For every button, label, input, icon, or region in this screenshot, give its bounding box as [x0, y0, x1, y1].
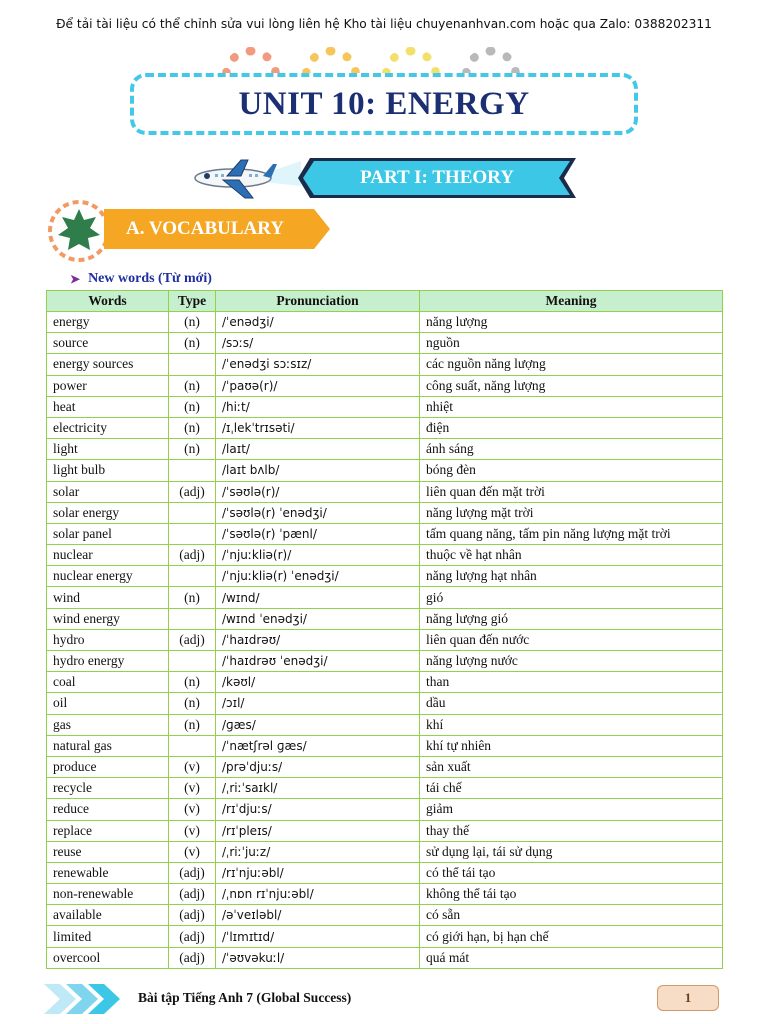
cell-word: reduce	[47, 799, 169, 820]
cell-meaning: nhiệt	[420, 396, 723, 417]
table-row	[47, 608, 723, 629]
table-row	[47, 905, 723, 926]
table-row	[47, 862, 723, 883]
cell-word: heat	[47, 396, 169, 417]
cell-type: (adj)	[169, 905, 216, 926]
table-row	[47, 523, 723, 544]
cell-type: (adj)	[169, 545, 216, 566]
cell-pronunciation: /ˈsəʊlə(r) ˈpænl/	[216, 523, 420, 544]
cell-type	[169, 502, 216, 523]
cell-meaning: liên quan đến mặt trời	[420, 481, 723, 502]
cell-meaning: bóng đèn	[420, 460, 723, 481]
cell-type	[169, 460, 216, 481]
page-title: UNIT 10: ENERGY	[238, 85, 530, 122]
cell-pronunciation: /prəˈdjuːs/	[216, 756, 420, 777]
cell-word: reuse	[47, 841, 169, 862]
table-row	[47, 799, 723, 820]
cell-meaning: năng lượng nước	[420, 651, 723, 672]
cell-type: (n)	[169, 396, 216, 417]
cell-word: energy sources	[47, 354, 169, 375]
cell-word: renewable	[47, 862, 169, 883]
cell-word: wind energy	[47, 608, 169, 629]
cell-pronunciation: /wɪnd/	[216, 587, 420, 608]
cell-pronunciation: /laɪt bʌlb/	[216, 460, 420, 481]
cell-meaning: năng lượng hạt nhân	[420, 566, 723, 587]
cell-meaning: nguồn	[420, 333, 723, 354]
column-header-meaning: Meaning	[420, 291, 723, 312]
table-row	[47, 778, 723, 799]
table-row	[47, 947, 723, 968]
cell-word: power	[47, 375, 169, 396]
cell-meaning: thuộc về hạt nhân	[420, 545, 723, 566]
table-row	[47, 629, 723, 650]
cell-pronunciation: /kəʊl/	[216, 672, 420, 693]
arrow-bullet-icon: ➤	[70, 271, 81, 286]
chevron-arrows-icon	[44, 982, 134, 1016]
cell-meaning: than	[420, 672, 723, 693]
cell-word: solar energy	[47, 502, 169, 523]
new-words-heading	[70, 271, 212, 287]
table-row	[47, 693, 723, 714]
cell-word: recycle	[47, 778, 169, 799]
cell-meaning: khí tự nhiên	[420, 735, 723, 756]
cell-word: overcool	[47, 947, 169, 968]
airplane-icon	[193, 156, 303, 200]
table-row	[47, 439, 723, 460]
cell-type: (v)	[169, 820, 216, 841]
star-badge-icon	[48, 200, 110, 262]
table-row	[47, 375, 723, 396]
cell-type: (n)	[169, 375, 216, 396]
table-row	[47, 820, 723, 841]
cell-type: (adj)	[169, 629, 216, 650]
cell-type: (adj)	[169, 481, 216, 502]
cell-pronunciation: /ˌnɒn rɪˈnjuːəbl/	[216, 884, 420, 905]
cell-type	[169, 523, 216, 544]
cell-meaning: năng lượng gió	[420, 608, 723, 629]
section-label: A. VOCABULARY	[126, 218, 285, 239]
table-row	[47, 587, 723, 608]
cell-word: oil	[47, 693, 169, 714]
footer-text: Bài tập Tiếng Anh 7 (Global Success)	[138, 990, 352, 1005]
cell-word: wind	[47, 587, 169, 608]
page-number: 1	[657, 985, 719, 1011]
cell-meaning: có thể tái tạo	[420, 862, 723, 883]
cell-type	[169, 735, 216, 756]
cell-pronunciation: /rɪˈdjuːs/	[216, 799, 420, 820]
cell-meaning: sản xuất	[420, 756, 723, 777]
cell-word: electricity	[47, 417, 169, 438]
header-note: Để tải tài liệu có thể chỉnh sửa vui lòng liên hệ Kho tài liệu chuyenanhvan.com hoặc qua Zalo: 0388202311	[56, 17, 712, 31]
cell-type: (adj)	[169, 884, 216, 905]
cell-word: nuclear energy	[47, 566, 169, 587]
cell-meaning: có giới hạn, bị hạn chế	[420, 926, 723, 947]
cell-meaning: dầu	[420, 693, 723, 714]
column-header-words: Words	[47, 291, 169, 312]
cell-meaning: không thể tái tạo	[420, 884, 723, 905]
cell-type	[169, 608, 216, 629]
table-row	[47, 417, 723, 438]
table-header-row	[47, 291, 723, 312]
cell-pronunciation: /ˈsəʊlə(r)/	[216, 481, 420, 502]
cell-pronunciation: /ˈenədʒi/	[216, 312, 420, 333]
table-row	[47, 545, 723, 566]
title-box	[130, 73, 638, 135]
cell-type: (n)	[169, 333, 216, 354]
cell-word: natural gas	[47, 735, 169, 756]
cell-type: (adj)	[169, 947, 216, 968]
cell-meaning: gió	[420, 587, 723, 608]
cell-meaning: năng lượng mặt trời	[420, 502, 723, 523]
table-row	[47, 312, 723, 333]
table-row	[47, 651, 723, 672]
cell-type	[169, 651, 216, 672]
cell-meaning: tấm quang năng, tấm pin năng lượng mặt trời	[420, 523, 723, 544]
cell-pronunciation: /laɪt/	[216, 439, 420, 460]
cell-pronunciation: /ɡæs/	[216, 714, 420, 735]
cell-pronunciation: /ˈəʊvəkuːl/	[216, 947, 420, 968]
table-row	[47, 756, 723, 777]
cell-type: (n)	[169, 714, 216, 735]
part-label: PART I: THEORY	[360, 167, 514, 188]
cell-word: gas	[47, 714, 169, 735]
table-row	[47, 566, 723, 587]
vocabulary-table	[46, 290, 723, 969]
cell-word: non-renewable	[47, 884, 169, 905]
cell-type: (n)	[169, 587, 216, 608]
cell-meaning: công suất, năng lượng	[420, 375, 723, 396]
new-words-label: New words (Từ mới)	[88, 271, 212, 286]
column-header-type: Type	[169, 291, 216, 312]
cell-pronunciation: /ˈnjuːkliə(r)/	[216, 545, 420, 566]
cell-word: produce	[47, 756, 169, 777]
cell-meaning: quá mát	[420, 947, 723, 968]
cell-type: (v)	[169, 756, 216, 777]
table-row	[47, 884, 723, 905]
cell-pronunciation: /rɪˈnjuːəbl/	[216, 862, 420, 883]
table-row	[47, 460, 723, 481]
cell-meaning: năng lượng	[420, 312, 723, 333]
cell-pronunciation: /hiːt/	[216, 396, 420, 417]
table-row	[47, 333, 723, 354]
table-row	[47, 926, 723, 947]
cell-word: limited	[47, 926, 169, 947]
cell-pronunciation: /ˈsəʊlə(r) ˈenədʒi/	[216, 502, 420, 523]
cell-pronunciation: /ˌriːˈsaɪkl/	[216, 778, 420, 799]
part-banner	[296, 156, 578, 200]
cell-word: available	[47, 905, 169, 926]
cell-pronunciation: /ˈnjuːkliə(r) ˈenədʒi/	[216, 566, 420, 587]
cell-word: source	[47, 333, 169, 354]
cell-word: hydro energy	[47, 651, 169, 672]
cell-meaning: điện	[420, 417, 723, 438]
table-row	[47, 735, 723, 756]
cell-word: hydro	[47, 629, 169, 650]
cell-word: light	[47, 439, 169, 460]
cell-pronunciation: /ˈenədʒi sɔːsɪz/	[216, 354, 420, 375]
cell-word: solar panel	[47, 523, 169, 544]
table-row	[47, 714, 723, 735]
cell-meaning: khí	[420, 714, 723, 735]
cell-meaning: các nguồn năng lượng	[420, 354, 723, 375]
cell-pronunciation: /ɪˌlekˈtrɪsəti/	[216, 417, 420, 438]
cell-word: nuclear	[47, 545, 169, 566]
cell-word: light bulb	[47, 460, 169, 481]
cell-type: (n)	[169, 312, 216, 333]
cell-pronunciation: /ɔɪl/	[216, 693, 420, 714]
cell-type: (v)	[169, 841, 216, 862]
cell-meaning: sử dụng lại, tái sử dụng	[420, 841, 723, 862]
table-row	[47, 502, 723, 523]
cell-meaning: tái chế	[420, 778, 723, 799]
cell-word: solar	[47, 481, 169, 502]
cell-type: (n)	[169, 439, 216, 460]
table-row	[47, 396, 723, 417]
cell-pronunciation: /rɪˈpleɪs/	[216, 820, 420, 841]
cell-type: (v)	[169, 799, 216, 820]
cell-type: (n)	[169, 693, 216, 714]
cell-pronunciation: /ˈnætʃrəl ɡæs/	[216, 735, 420, 756]
cell-pronunciation: /ˈhaɪdrəʊ/	[216, 629, 420, 650]
cell-pronunciation: /ˈhaɪdrəʊ ˈenədʒi/	[216, 651, 420, 672]
cell-type: (adj)	[169, 862, 216, 883]
cell-pronunciation: /ˈpaʊə(r)/	[216, 375, 420, 396]
table-row	[47, 841, 723, 862]
cell-pronunciation: /sɔːs/	[216, 333, 420, 354]
cell-word: energy	[47, 312, 169, 333]
cell-type	[169, 566, 216, 587]
cell-type: (n)	[169, 672, 216, 693]
table-row	[47, 481, 723, 502]
table-row	[47, 354, 723, 375]
cell-word: replace	[47, 820, 169, 841]
cell-pronunciation: /əˈveɪləbl/	[216, 905, 420, 926]
cell-pronunciation: /ˌriːˈjuːz/	[216, 841, 420, 862]
cell-type: (adj)	[169, 926, 216, 947]
cell-pronunciation: /ˈlɪmɪtɪd/	[216, 926, 420, 947]
cell-meaning: giảm	[420, 799, 723, 820]
column-header-pronunciation: Pronunciation	[216, 291, 420, 312]
cell-type: (n)	[169, 417, 216, 438]
cell-meaning: có sẵn	[420, 905, 723, 926]
cell-meaning: ánh sáng	[420, 439, 723, 460]
cell-meaning: thay thế	[420, 820, 723, 841]
cell-pronunciation: /wɪnd ˈenədʒi/	[216, 608, 420, 629]
table-row	[47, 672, 723, 693]
cell-meaning: liên quan đến nước	[420, 629, 723, 650]
cell-type: (v)	[169, 778, 216, 799]
vocabulary-banner	[104, 209, 330, 249]
cell-word: coal	[47, 672, 169, 693]
cell-type	[169, 354, 216, 375]
